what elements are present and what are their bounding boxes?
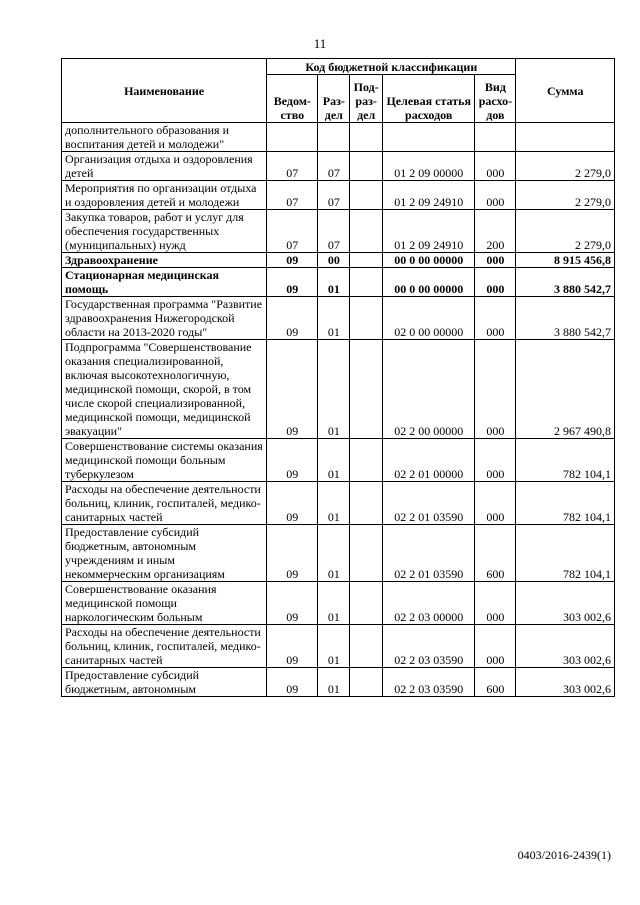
row-summa: 782 104,1 — [516, 482, 615, 525]
header-vid: Вид расхо-дов — [475, 75, 516, 123]
row-name: Здравоохранение — [62, 253, 267, 268]
row-podrazdel — [350, 668, 383, 697]
row-vedomstvo: 07 — [267, 181, 318, 210]
row-name: Организация отдыха и оздоровления детей — [62, 152, 267, 181]
row-podrazdel — [350, 625, 383, 668]
header-podrazdel: Под-раз-дел — [350, 75, 383, 123]
header-code-group: Код бюджетной классификации — [267, 59, 516, 75]
row-vid: 000 — [475, 439, 516, 482]
row-razdel: 01 — [318, 268, 350, 297]
row-razdel: 01 — [318, 525, 350, 582]
row-summa: 782 104,1 — [516, 525, 615, 582]
row-vedomstvo: 09 — [267, 253, 318, 268]
header-target: Целевая статья расходов — [383, 75, 475, 123]
row-target — [383, 123, 475, 152]
row-razdel: 01 — [318, 439, 350, 482]
row-vid: 600 — [475, 525, 516, 582]
row-vedomstvo: 09 — [267, 525, 318, 582]
table-row — [62, 268, 615, 297]
row-razdel: 01 — [318, 297, 350, 340]
row-summa: 3 880 542,7 — [516, 297, 615, 340]
row-podrazdel — [350, 582, 383, 625]
row-vedomstvo: 09 — [267, 482, 318, 525]
row-razdel: 07 — [318, 210, 350, 253]
row-target: 00 0 00 00000 — [383, 268, 475, 297]
row-target: 02 0 00 00000 — [383, 297, 475, 340]
row-vedomstvo: 07 — [267, 152, 318, 181]
row-target: 00 0 00 00000 — [383, 253, 475, 268]
row-target: 02 2 01 03590 — [383, 525, 475, 582]
row-podrazdel — [350, 123, 383, 152]
header-summa: Сумма — [516, 59, 615, 123]
table-row — [62, 482, 615, 525]
header-vedomstvo: Ведом-ство — [267, 75, 318, 123]
table-row — [62, 582, 615, 625]
table-row — [62, 123, 615, 152]
row-summa: 303 002,6 — [516, 625, 615, 668]
row-vid — [475, 123, 516, 152]
table-body — [62, 123, 615, 697]
row-podrazdel — [350, 152, 383, 181]
row-target: 02 2 00 00000 — [383, 340, 475, 439]
row-summa: 2 967 490,8 — [516, 340, 615, 439]
row-vedomstvo: 09 — [267, 668, 318, 697]
row-name: Закупка товаров, работ и услуг для обеспечения государственных (муниципальных) нужд — [62, 210, 267, 253]
row-target: 02 2 03 03590 — [383, 668, 475, 697]
row-name: Предоставление субсидий бюджетным, автономным учреждениям и иным некоммерческим организациям — [62, 525, 267, 582]
row-target: 01 2 09 24910 — [383, 210, 475, 253]
row-name: дополнительного образования и воспитания детей и молодежи" — [62, 123, 267, 152]
row-name: Предоставление субсидий бюджетным, автономным — [62, 668, 267, 697]
row-vedomstvo: 07 — [267, 210, 318, 253]
row-vid: 000 — [475, 297, 516, 340]
row-summa: 303 002,6 — [516, 582, 615, 625]
row-vedomstvo — [267, 123, 318, 152]
row-razdel: 07 — [318, 181, 350, 210]
row-name: Стационарная медицинская помощь — [62, 268, 267, 297]
table-row — [62, 340, 615, 439]
row-vid: 000 — [475, 482, 516, 525]
row-name: Мероприятия по организации отдыха и оздоровления детей и молодежи — [62, 181, 267, 210]
row-summa: 782 104,1 — [516, 439, 615, 482]
row-target: 02 2 03 03590 — [383, 625, 475, 668]
row-podrazdel — [350, 297, 383, 340]
row-vid: 000 — [475, 582, 516, 625]
row-podrazdel — [350, 268, 383, 297]
page-number: 11 — [313, 36, 327, 51]
row-vid: 600 — [475, 668, 516, 697]
row-name: Совершенствование системы оказания медицинской помощи больным туберкулезом — [62, 439, 267, 482]
row-podrazdel — [350, 253, 383, 268]
row-target: 02 2 03 00000 — [383, 582, 475, 625]
row-summa: 8 915 456,8 — [516, 253, 615, 268]
row-razdel — [318, 123, 350, 152]
row-vid: 000 — [475, 253, 516, 268]
row-vedomstvo: 09 — [267, 582, 318, 625]
row-podrazdel — [350, 439, 383, 482]
row-podrazdel — [350, 525, 383, 582]
table-row — [62, 297, 615, 340]
row-vid: 000 — [475, 340, 516, 439]
table-row — [62, 253, 615, 268]
row-summa — [516, 123, 615, 152]
row-podrazdel — [350, 482, 383, 525]
header-name: Наименование — [62, 59, 267, 123]
row-vedomstvo: 09 — [267, 340, 318, 439]
row-summa: 2 279,0 — [516, 210, 615, 253]
row-name: Расходы на обеспечение деятельности больниц, клиник, госпиталей, медико-санитарных частей — [62, 625, 267, 668]
row-vid: 000 — [475, 152, 516, 181]
row-vid: 000 — [475, 181, 516, 210]
row-vedomstvo: 09 — [267, 268, 318, 297]
row-vedomstvo: 09 — [267, 625, 318, 668]
row-razdel: 00 — [318, 253, 350, 268]
row-summa: 3 880 542,7 — [516, 268, 615, 297]
row-target: 01 2 09 24910 — [383, 181, 475, 210]
row-razdel: 01 — [318, 482, 350, 525]
row-summa: 2 279,0 — [516, 152, 615, 181]
table-row — [62, 525, 615, 582]
row-name: Расходы на обеспечение деятельности больниц, клиник, госпиталей, медико-санитарных частей — [62, 482, 267, 525]
row-target: 02 2 01 03590 — [383, 482, 475, 525]
row-vid: 000 — [475, 268, 516, 297]
header-razdel: Раз-дел — [318, 75, 350, 123]
row-razdel: 01 — [318, 582, 350, 625]
row-razdel: 01 — [318, 668, 350, 697]
row-vid: 000 — [475, 625, 516, 668]
table-row — [62, 625, 615, 668]
table-row — [62, 152, 615, 181]
row-vid: 200 — [475, 210, 516, 253]
table-row — [62, 668, 615, 697]
row-name: Совершенствование оказания медицинской помощи наркологическим больным — [62, 582, 267, 625]
row-podrazdel — [350, 181, 383, 210]
row-vedomstvo: 09 — [267, 439, 318, 482]
row-razdel: 07 — [318, 152, 350, 181]
row-name: Государственная программа "Развитие здравоохранения Нижегородской области на 2013-2020 годы" — [62, 297, 267, 340]
row-podrazdel — [350, 340, 383, 439]
row-target: 01 2 09 00000 — [383, 152, 475, 181]
row-target: 02 2 01 00000 — [383, 439, 475, 482]
row-podrazdel — [350, 210, 383, 253]
table-row — [62, 439, 615, 482]
row-vedomstvo: 09 — [267, 297, 318, 340]
document-code: 0403/2016-2439(1) — [517, 848, 611, 862]
row-razdel: 01 — [318, 340, 350, 439]
row-summa: 2 279,0 — [516, 181, 615, 210]
table-row — [62, 181, 615, 210]
budget-table — [61, 58, 615, 697]
row-name: Подпрограмма "Совершенствование оказания специализированной, включая высокотехнологичную, медицинской помощи, скорой, в том числе скорой специализированной, медицинской помощи, медицинской эвакуации" — [62, 340, 267, 439]
row-summa: 303 002,6 — [516, 668, 615, 697]
table-row — [62, 210, 615, 253]
row-razdel: 01 — [318, 625, 350, 668]
